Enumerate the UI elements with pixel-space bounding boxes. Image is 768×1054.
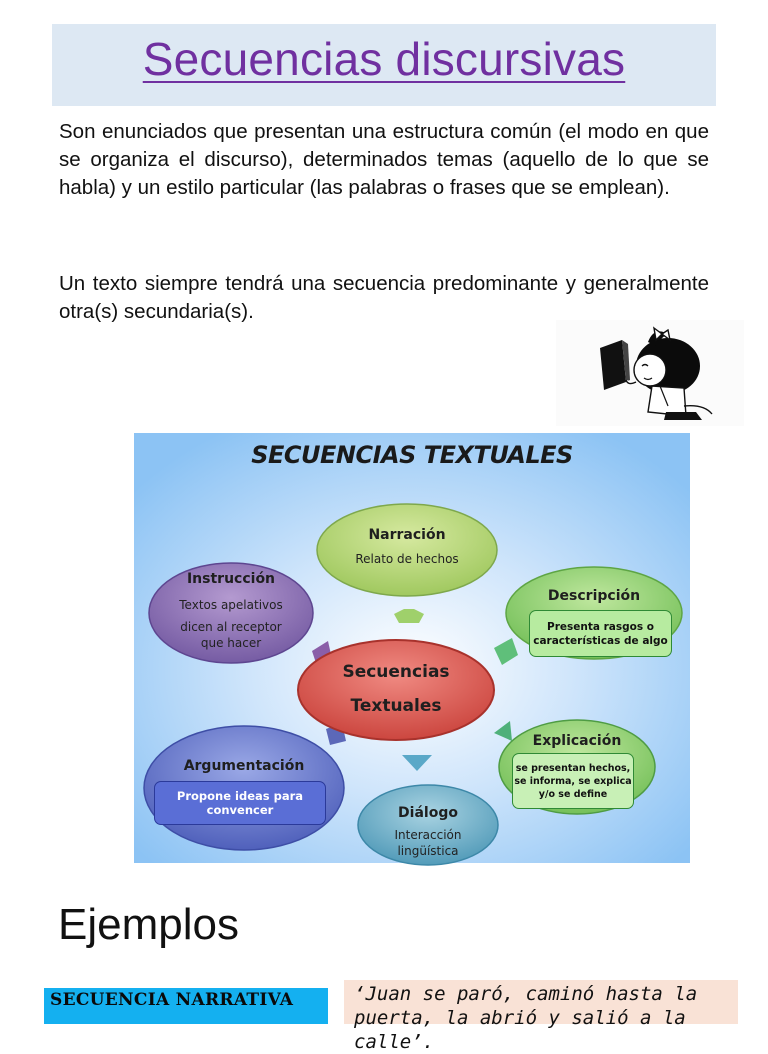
argumentacion-desc: Propone ideas para convencer bbox=[176, 789, 304, 817]
descripcion-heading-wrap bbox=[514, 588, 674, 604]
instruccion-desc-line3: que hacer bbox=[200, 636, 262, 650]
narracion-desc: Relato de hechos bbox=[355, 552, 459, 566]
dialogo-desc-line1: Interacción bbox=[394, 828, 462, 842]
center-line1: Secuencias bbox=[342, 662, 450, 682]
center-label bbox=[298, 655, 494, 723]
mafalda-reading-illustration bbox=[556, 320, 744, 426]
instruccion-desc-line2: dicen al receptor bbox=[180, 620, 282, 634]
examples-heading: Ejemplos bbox=[58, 900, 239, 949]
center-line2: Textuales bbox=[350, 696, 442, 716]
example-quote-box bbox=[344, 980, 738, 1053]
title-banner bbox=[52, 24, 716, 106]
explicacion-desc-box bbox=[512, 753, 634, 809]
page-title: Secuencias discursivas bbox=[142, 33, 626, 85]
diagram-title: SECUENCIAS TEXTUALES bbox=[251, 441, 573, 469]
explicacion-desc: se presentan hechos, se informa, se explica y/o se define bbox=[514, 762, 632, 800]
dialogo-desc-line2: lingüística bbox=[397, 844, 459, 858]
sequence-type-text: SECUENCIA NARRATIVA bbox=[50, 990, 294, 1010]
sequence-type-label bbox=[44, 988, 328, 1024]
dialogo-heading: Diálogo bbox=[398, 805, 458, 821]
explicacion-heading-wrap bbox=[504, 733, 650, 749]
descripcion-heading: Descripción bbox=[547, 588, 641, 604]
argumentacion-heading-wrap bbox=[154, 758, 334, 774]
example-quote: ‘Juan se paró, caminó hasta la puerta, la abrió y salió a la calle’. bbox=[354, 983, 698, 1053]
instruccion-label bbox=[154, 571, 308, 651]
instruccion-heading: Instrucción bbox=[186, 571, 276, 587]
narracion-label bbox=[324, 527, 490, 567]
explicacion-heading: Explicación bbox=[532, 733, 622, 749]
descripcion-desc-box bbox=[529, 610, 672, 657]
instruccion-desc-line1: Textos apelativos bbox=[179, 598, 283, 612]
dialogo-label bbox=[366, 805, 490, 859]
secondary-paragraph: Un texto siempre tendrá una secuencia predominante y generalmente otra(s) secundaria(s). bbox=[59, 272, 709, 323]
descripcion-desc: Presenta rasgos o características de algo bbox=[533, 620, 668, 647]
textual-sequences-diagram bbox=[134, 433, 690, 863]
argumentacion-heading: Argumentación bbox=[183, 758, 305, 774]
intro-paragraph: Son enunciados que presentan una estructura común (el modo en que se organiza el discurso), determinados temas (aquello de lo que se habla) y un estilo particular (las palabras o frases que se emplean). bbox=[59, 120, 709, 199]
argumentacion-desc-box bbox=[154, 781, 326, 825]
narracion-heading: Narración bbox=[368, 527, 446, 543]
